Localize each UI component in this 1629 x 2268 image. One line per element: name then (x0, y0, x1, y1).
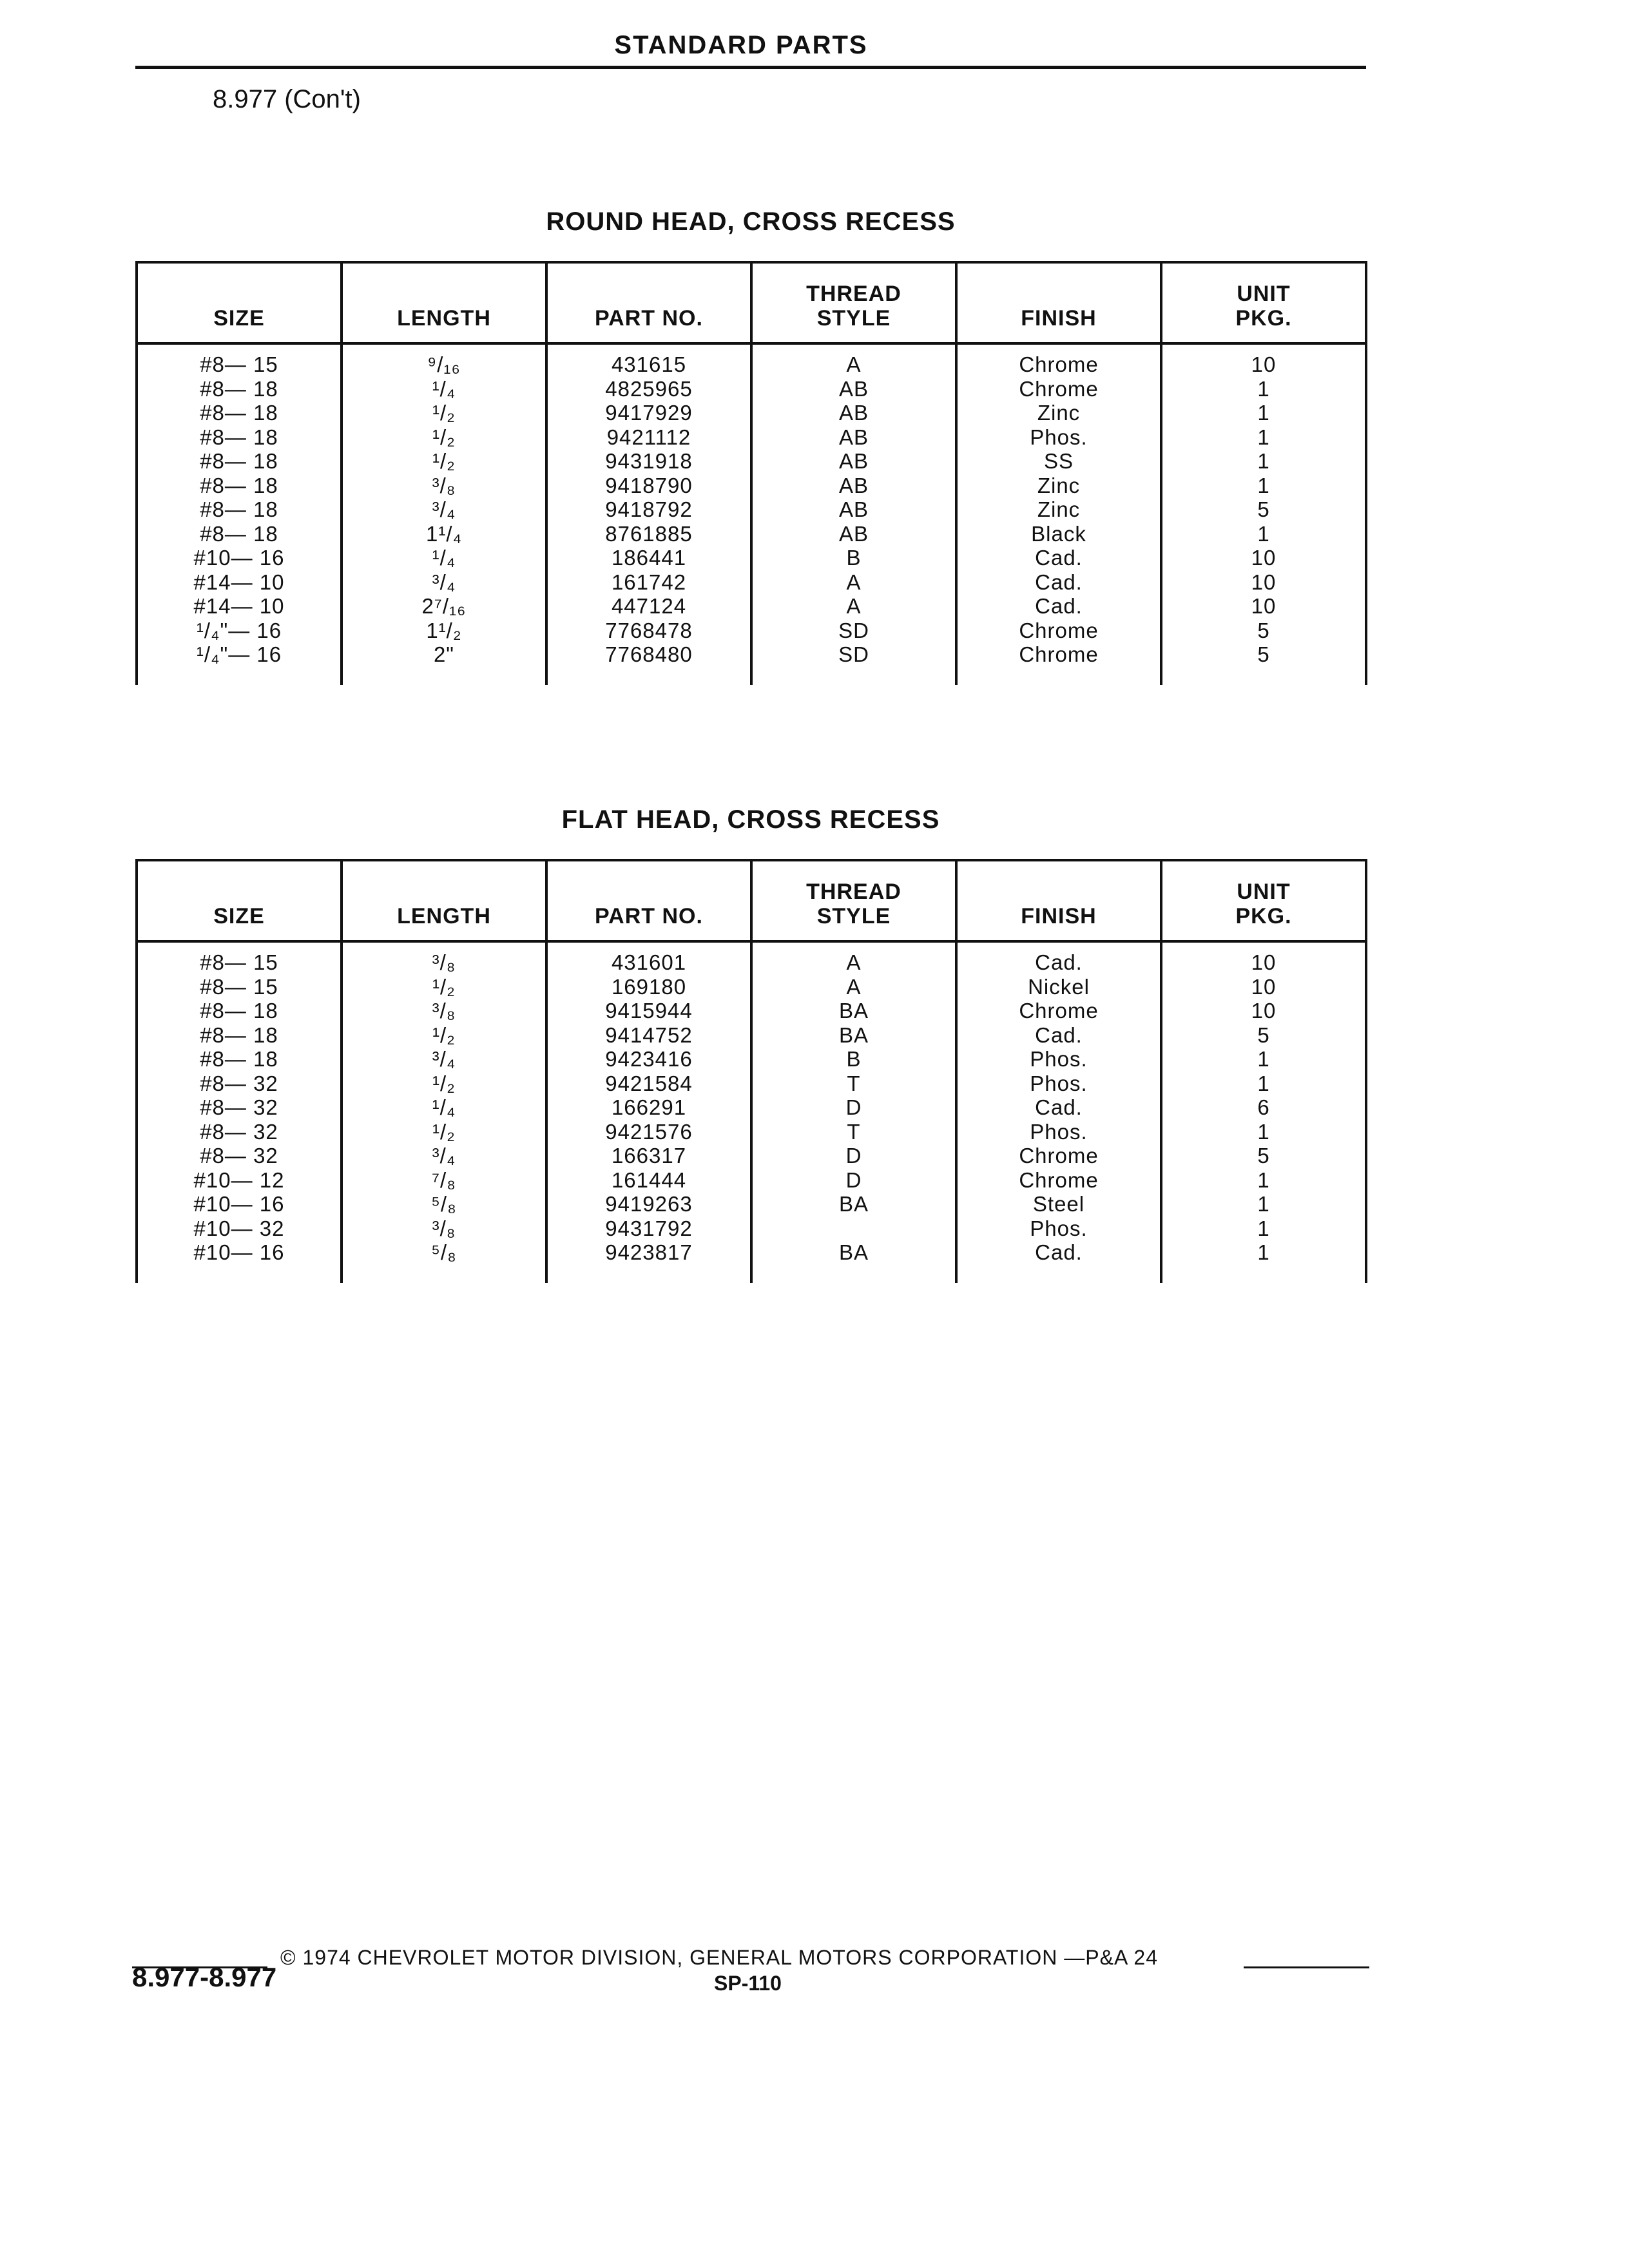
cell-finish: Chrome (956, 1144, 1161, 1168)
table-row (137, 401, 1366, 425)
cell-size: #10— 16 (137, 1240, 342, 1265)
column-header-text: THREAD (806, 282, 901, 306)
cell-size: #8— 18 (137, 474, 342, 498)
cell-unit-pkg: 1 (1161, 449, 1366, 474)
cell-unit-pkg: 10 (1161, 352, 1366, 377)
cell-finish: Chrome (956, 377, 1161, 401)
empty-cell (956, 343, 1161, 352)
cell-part-no: 166291 (546, 1095, 751, 1120)
cell-size: #8— 18 (137, 425, 342, 450)
cell-size: #8— 18 (137, 377, 342, 401)
cell-finish: Cad. (956, 594, 1161, 619)
cell-unit-pkg: 1 (1161, 1120, 1366, 1144)
flat-head-table-title: FLAT HEAD, CROSS RECESS (561, 805, 940, 834)
cell-finish: Cad. (956, 1023, 1161, 1048)
table-row (137, 642, 1366, 667)
cell-size: #8— 15 (137, 950, 342, 975)
column-header-text: LENGTH (397, 904, 491, 928)
cell-length: ³/₄ (342, 570, 546, 595)
spacer-row (137, 343, 1366, 352)
table-row (137, 522, 1366, 546)
cell-thread-style: BA (751, 1023, 956, 1048)
cell-part-no: 166317 (546, 1144, 751, 1168)
cell-thread-style: AB (751, 401, 956, 425)
flat-head-parts-table (135, 859, 1367, 1283)
cell-finish: Chrome (956, 619, 1161, 643)
cell-size: #8— 32 (137, 1072, 342, 1096)
cell-size: #8— 18 (137, 999, 342, 1023)
cell-part-no: 9415944 (546, 999, 751, 1023)
cell-finish: Chrome (956, 1168, 1161, 1193)
cell-thread-style: AB (751, 497, 956, 522)
column-header-text: STYLE (816, 904, 891, 928)
cell-unit-pkg: 10 (1161, 594, 1366, 619)
cell-part-no: 9417929 (546, 401, 751, 425)
cell-thread-style: T (751, 1120, 956, 1144)
table-row (137, 1240, 1366, 1265)
cell-thread-style (751, 1216, 956, 1241)
table-row (137, 449, 1366, 474)
cell-length: ¹/₄ (342, 377, 546, 401)
empty-cell (546, 1265, 751, 1283)
empty-cell (342, 667, 546, 685)
column-header-part-no (546, 262, 751, 343)
cell-part-no: 8761885 (546, 522, 751, 546)
cell-finish: Chrome (956, 352, 1161, 377)
empty-cell (342, 941, 546, 950)
cell-part-no: 431615 (546, 352, 751, 377)
empty-cell (546, 941, 751, 950)
cell-part-no: 9418792 (546, 497, 751, 522)
empty-cell (751, 667, 956, 685)
cell-size: #14— 10 (137, 594, 342, 619)
cell-thread-style: B (751, 1047, 956, 1072)
table-row (137, 497, 1366, 522)
cell-thread-style: A (751, 594, 956, 619)
column-header-text: UNIT (1237, 282, 1291, 306)
cell-size: #14— 10 (137, 570, 342, 595)
cell-size: #8— 18 (137, 522, 342, 546)
cell-unit-pkg: 10 (1161, 950, 1366, 975)
footer-rule-right (1244, 1966, 1369, 1968)
cell-unit-pkg: 1 (1161, 401, 1366, 425)
cell-length: ³/₄ (342, 1047, 546, 1072)
empty-cell (342, 343, 546, 352)
cell-unit-pkg: 10 (1161, 999, 1366, 1023)
cell-size: #8— 18 (137, 1023, 342, 1048)
table-row (137, 1023, 1366, 1048)
cell-length: ¹/₂ (342, 425, 546, 450)
cell-length: ¹/₄ (342, 1095, 546, 1120)
cell-unit-pkg: 1 (1161, 377, 1366, 401)
cell-length: ³/₈ (342, 999, 546, 1023)
column-header-text: PKG. (1235, 306, 1292, 331)
cell-unit-pkg: 5 (1161, 1023, 1366, 1048)
footer-page-range: 8.977-8.977 (132, 1962, 277, 1992)
cell-part-no: 4825965 (546, 377, 751, 401)
table-row (137, 570, 1366, 595)
cell-length: ¹/₂ (342, 975, 546, 999)
cell-part-no: 447124 (546, 594, 751, 619)
cell-part-no: 9421112 (546, 425, 751, 450)
cell-thread-style: B (751, 546, 956, 570)
column-header-length (342, 860, 546, 941)
cell-finish: Zinc (956, 497, 1161, 522)
table-row (137, 975, 1366, 999)
page-header-title: STANDARD PARTS (614, 31, 868, 59)
cell-thread-style: BA (751, 999, 956, 1023)
column-header-part-no (546, 860, 751, 941)
cell-length: 1¹/₄ (342, 522, 546, 546)
cell-part-no: 9419263 (546, 1192, 751, 1216)
empty-cell (1161, 667, 1366, 685)
cell-finish: Black (956, 522, 1161, 546)
empty-cell (956, 1265, 1161, 1283)
cell-finish: Phos. (956, 1072, 1161, 1096)
cell-part-no: 9418790 (546, 474, 751, 498)
cell-size: #10— 16 (137, 546, 342, 570)
cell-thread-style: A (751, 570, 956, 595)
cell-unit-pkg: 5 (1161, 1144, 1366, 1168)
cell-length: ⁵/₈ (342, 1192, 546, 1216)
cell-length: ¹/₂ (342, 1120, 546, 1144)
column-header-length (342, 262, 546, 343)
cell-length: 1¹/₂ (342, 619, 546, 643)
table-row (137, 546, 1366, 570)
table-row (137, 474, 1366, 498)
cell-length: ³/₈ (342, 950, 546, 975)
cell-unit-pkg: 1 (1161, 1168, 1366, 1193)
cell-unit-pkg: 10 (1161, 570, 1366, 595)
cell-thread-style: AB (751, 449, 956, 474)
cell-length: ¹/₂ (342, 1072, 546, 1096)
cell-part-no: 9414752 (546, 1023, 751, 1048)
cell-unit-pkg: 1 (1161, 522, 1366, 546)
cell-size: #8— 32 (137, 1120, 342, 1144)
cell-finish: Nickel (956, 975, 1161, 999)
footer-sp-number: SP-110 (714, 1972, 782, 1995)
tail-row (137, 667, 1366, 685)
cell-length: 2" (342, 642, 546, 667)
cell-thread-style: SD (751, 642, 956, 667)
empty-cell (137, 343, 342, 352)
cell-finish: Chrome (956, 999, 1161, 1023)
cell-length: ³/₈ (342, 474, 546, 498)
cell-finish: Zinc (956, 401, 1161, 425)
cell-thread-style: AB (751, 474, 956, 498)
table-row (137, 950, 1366, 975)
cell-thread-style: AB (751, 522, 956, 546)
cell-finish: Cad. (956, 1095, 1161, 1120)
cell-part-no: 9431918 (546, 449, 751, 474)
cell-part-no: 431601 (546, 950, 751, 975)
cell-part-no: 169180 (546, 975, 751, 999)
column-header-thread-style (751, 262, 956, 343)
column-header-unit-pkg (1161, 262, 1366, 343)
table-row (137, 1192, 1366, 1216)
cell-unit-pkg: 1 (1161, 474, 1366, 498)
cell-unit-pkg: 1 (1161, 1047, 1366, 1072)
cell-thread-style: A (751, 352, 956, 377)
empty-cell (1161, 1265, 1366, 1283)
cell-length: 2⁷/₁₆ (342, 594, 546, 619)
cell-thread-style: D (751, 1095, 956, 1120)
empty-cell (137, 941, 342, 950)
column-header-finish (956, 262, 1161, 343)
cell-length: ¹/₂ (342, 1023, 546, 1048)
cell-size: #8— 15 (137, 352, 342, 377)
cell-unit-pkg: 5 (1161, 497, 1366, 522)
cell-finish: Chrome (956, 642, 1161, 667)
column-header-finish (956, 860, 1161, 941)
cell-part-no: 9431792 (546, 1216, 751, 1241)
table-row (137, 619, 1366, 643)
cell-finish: Cad. (956, 1240, 1161, 1265)
empty-cell (956, 667, 1161, 685)
cell-size: #8— 32 (137, 1144, 342, 1168)
cell-length: ⁹/₁₆ (342, 352, 546, 377)
table-header-row (137, 262, 1366, 343)
column-header-size (137, 860, 342, 941)
table-row (137, 425, 1366, 450)
cell-finish: Steel (956, 1192, 1161, 1216)
tail-row (137, 1265, 1366, 1283)
cell-thread-style: AB (751, 377, 956, 401)
empty-cell (751, 941, 956, 950)
table-row (137, 594, 1366, 619)
cell-length: ¹/₂ (342, 401, 546, 425)
cell-part-no: 9421576 (546, 1120, 751, 1144)
cell-length: ¹/₄ (342, 546, 546, 570)
cell-size: ¹/₄"— 16 (137, 642, 342, 667)
empty-cell (1161, 343, 1366, 352)
cell-size: #10— 16 (137, 1192, 342, 1216)
empty-cell (751, 1265, 956, 1283)
cell-unit-pkg: 1 (1161, 1192, 1366, 1216)
cell-unit-pkg: 1 (1161, 1216, 1366, 1241)
empty-cell (137, 667, 342, 685)
cell-length: ³/₄ (342, 497, 546, 522)
spacer-row (137, 941, 1366, 950)
cell-unit-pkg: 10 (1161, 975, 1366, 999)
cell-size: #8— 15 (137, 975, 342, 999)
cell-part-no: 9421584 (546, 1072, 751, 1096)
cell-part-no: 186441 (546, 546, 751, 570)
cell-thread-style: BA (751, 1240, 956, 1265)
cell-unit-pkg: 10 (1161, 546, 1366, 570)
column-header-unit-pkg (1161, 860, 1366, 941)
column-header-text: FINISH (1021, 306, 1097, 331)
cell-unit-pkg: 1 (1161, 1072, 1366, 1096)
column-header-text: FINISH (1021, 904, 1097, 928)
round-head-table-title: ROUND HEAD, CROSS RECESS (546, 207, 956, 236)
cell-finish: Cad. (956, 950, 1161, 975)
cell-thread-style: BA (751, 1192, 956, 1216)
section-reference: 8.977 (Con't) (213, 85, 361, 113)
table-row (137, 377, 1366, 401)
cell-finish: Zinc (956, 474, 1161, 498)
round-head-parts-table (135, 261, 1367, 685)
empty-cell (1161, 941, 1366, 950)
table-header-row (137, 860, 1366, 941)
cell-finish: Phos. (956, 1047, 1161, 1072)
cell-size: #8— 18 (137, 1047, 342, 1072)
cell-size: ¹/₄"— 16 (137, 619, 342, 643)
cell-finish: Phos. (956, 1216, 1161, 1241)
empty-cell (956, 941, 1161, 950)
column-header-size (137, 262, 342, 343)
empty-cell (342, 1265, 546, 1283)
empty-cell (546, 343, 751, 352)
cell-length: ⁵/₈ (342, 1240, 546, 1265)
cell-part-no: 161444 (546, 1168, 751, 1193)
column-header-text: PKG. (1235, 904, 1292, 928)
table-row (137, 1120, 1366, 1144)
cell-thread-style: A (751, 950, 956, 975)
column-header-text: LENGTH (397, 306, 491, 331)
cell-size: #8— 18 (137, 401, 342, 425)
cell-part-no: 7768478 (546, 619, 751, 643)
cell-length: ³/₄ (342, 1144, 546, 1168)
column-header-thread-style (751, 860, 956, 941)
column-header-text: PART NO. (595, 904, 703, 928)
empty-cell (751, 343, 956, 352)
cell-length: ³/₈ (342, 1216, 546, 1241)
cell-size: #8— 32 (137, 1095, 342, 1120)
empty-cell (546, 667, 751, 685)
cell-thread-style: A (751, 975, 956, 999)
cell-thread-style: D (751, 1144, 956, 1168)
cell-length: ¹/₂ (342, 449, 546, 474)
cell-unit-pkg: 6 (1161, 1095, 1366, 1120)
column-header-text: THREAD (806, 879, 901, 904)
cell-thread-style: D (751, 1168, 956, 1193)
cell-finish: Cad. (956, 546, 1161, 570)
cell-part-no: 7768480 (546, 642, 751, 667)
cell-finish: SS (956, 449, 1161, 474)
cell-part-no: 161742 (546, 570, 751, 595)
column-header-text: STYLE (816, 306, 891, 331)
cell-finish: Phos. (956, 1120, 1161, 1144)
empty-cell (137, 1265, 342, 1283)
column-header-text: UNIT (1237, 879, 1291, 904)
cell-size: #10— 32 (137, 1216, 342, 1241)
cell-thread-style: AB (751, 425, 956, 450)
cell-thread-style: SD (751, 619, 956, 643)
table-row (137, 352, 1366, 377)
table-row (137, 1168, 1366, 1193)
table-row (137, 1072, 1366, 1096)
column-header-text: SIZE (213, 306, 265, 331)
table-row (137, 1216, 1366, 1241)
column-header-text: SIZE (213, 904, 265, 928)
cell-part-no: 9423817 (546, 1240, 751, 1265)
cell-size: #8— 18 (137, 497, 342, 522)
footer-copyright: © 1974 CHEVROLET MOTOR DIVISION, GENERAL MOTORS CORPORATION —P&A 24 (280, 1946, 1158, 1969)
cell-size: #10— 12 (137, 1168, 342, 1193)
table-row (137, 1144, 1366, 1168)
table-row (137, 999, 1366, 1023)
cell-length: ⁷/₈ (342, 1168, 546, 1193)
table-row (137, 1047, 1366, 1072)
cell-part-no: 9423416 (546, 1047, 751, 1072)
cell-unit-pkg: 1 (1161, 425, 1366, 450)
column-header-text: PART NO. (595, 306, 703, 331)
cell-unit-pkg: 5 (1161, 619, 1366, 643)
cell-unit-pkg: 1 (1161, 1240, 1366, 1265)
cell-size: #8— 18 (137, 449, 342, 474)
cell-finish: Cad. (956, 570, 1161, 595)
cell-unit-pkg: 5 (1161, 642, 1366, 667)
header-rule (135, 66, 1366, 69)
table-row (137, 1095, 1366, 1120)
cell-finish: Phos. (956, 425, 1161, 450)
cell-thread-style: T (751, 1072, 956, 1096)
